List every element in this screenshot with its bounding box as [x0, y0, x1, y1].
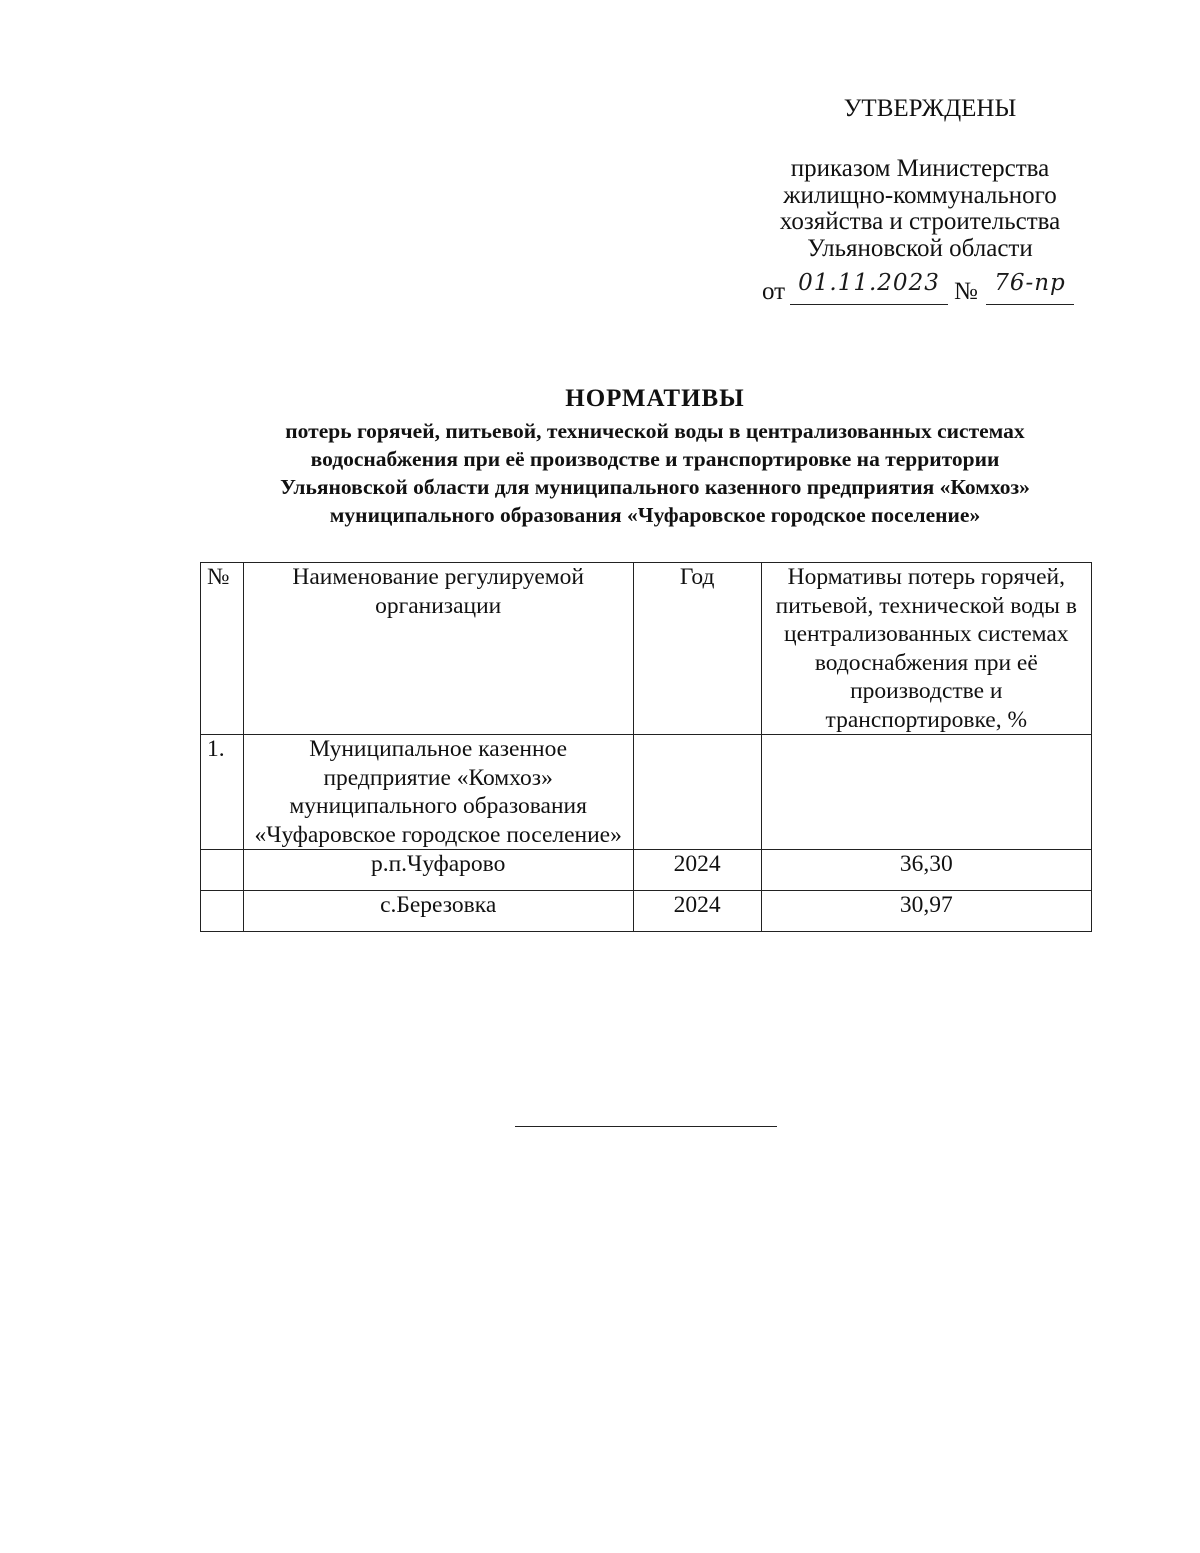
approval-heading: УТВЕРЖДЕНЫ	[843, 95, 1017, 122]
subtitle-line: муниципального образования «Чуфаровское городское поселение»	[329, 503, 981, 527]
year-cell: 2024	[633, 891, 761, 932]
document-subtitle	[190, 417, 1120, 529]
header-year: Год	[633, 563, 761, 735]
empty-cell	[201, 891, 244, 932]
row-number: 1.	[201, 735, 244, 850]
date-prefix: от	[762, 278, 786, 305]
table-row	[201, 891, 1092, 932]
issuer-line: жилищно-коммунального	[783, 181, 1057, 209]
year-cell: 2024	[633, 850, 761, 891]
subtitle-line: Ульяновской области для муниципального казенного предприятия «Комхоз»	[280, 475, 1030, 499]
norm-value: 36,30	[761, 850, 1091, 891]
issuer-line: хозяйства и строительства	[779, 208, 1061, 235]
organization-name: Муниципальное казенное предприятие «Комхоз» муниципального образования «Чуфаровское городское поселение»	[243, 735, 633, 850]
number-prefix: №	[954, 278, 978, 305]
header-organization: Наименование регулируемой организации	[243, 563, 633, 735]
norms-table	[200, 562, 1092, 932]
document-title: НОРМАТИВЫ	[565, 385, 745, 412]
issuer-line: Ульяновской области	[807, 234, 1033, 262]
subtitle-line: водоснабжения при её производстве и транспортировке на территории	[310, 447, 1000, 471]
empty-cell	[633, 735, 761, 850]
approval-issuer	[740, 156, 1100, 262]
header-norm: Нормативы потерь горячей, питьевой, технической воды в централизованных системах водоснабжения при её производстве и транспортировке, %	[761, 563, 1091, 735]
table-row	[201, 850, 1092, 891]
subtitle-line: потерь горячей, питьевой, технической воды в централизованных системах	[285, 419, 1025, 443]
norm-value: 30,97	[761, 891, 1091, 932]
closing-rule-divider	[515, 1126, 777, 1127]
handwritten-number: 76-пр	[986, 270, 1074, 305]
empty-cell	[761, 735, 1091, 850]
settlement-name: с.Березовка	[243, 891, 633, 932]
document-title-block	[190, 385, 1120, 529]
approval-block	[740, 96, 1100, 262]
empty-cell	[201, 850, 244, 891]
settlement-name: р.п.Чуфарово	[243, 850, 633, 891]
issuer-line: приказом Министерства	[790, 155, 1050, 182]
table-header-row	[201, 563, 1092, 735]
handwritten-date: 01.11.2023	[790, 270, 948, 305]
table-row-organization	[201, 735, 1092, 850]
header-number: №	[201, 563, 244, 735]
